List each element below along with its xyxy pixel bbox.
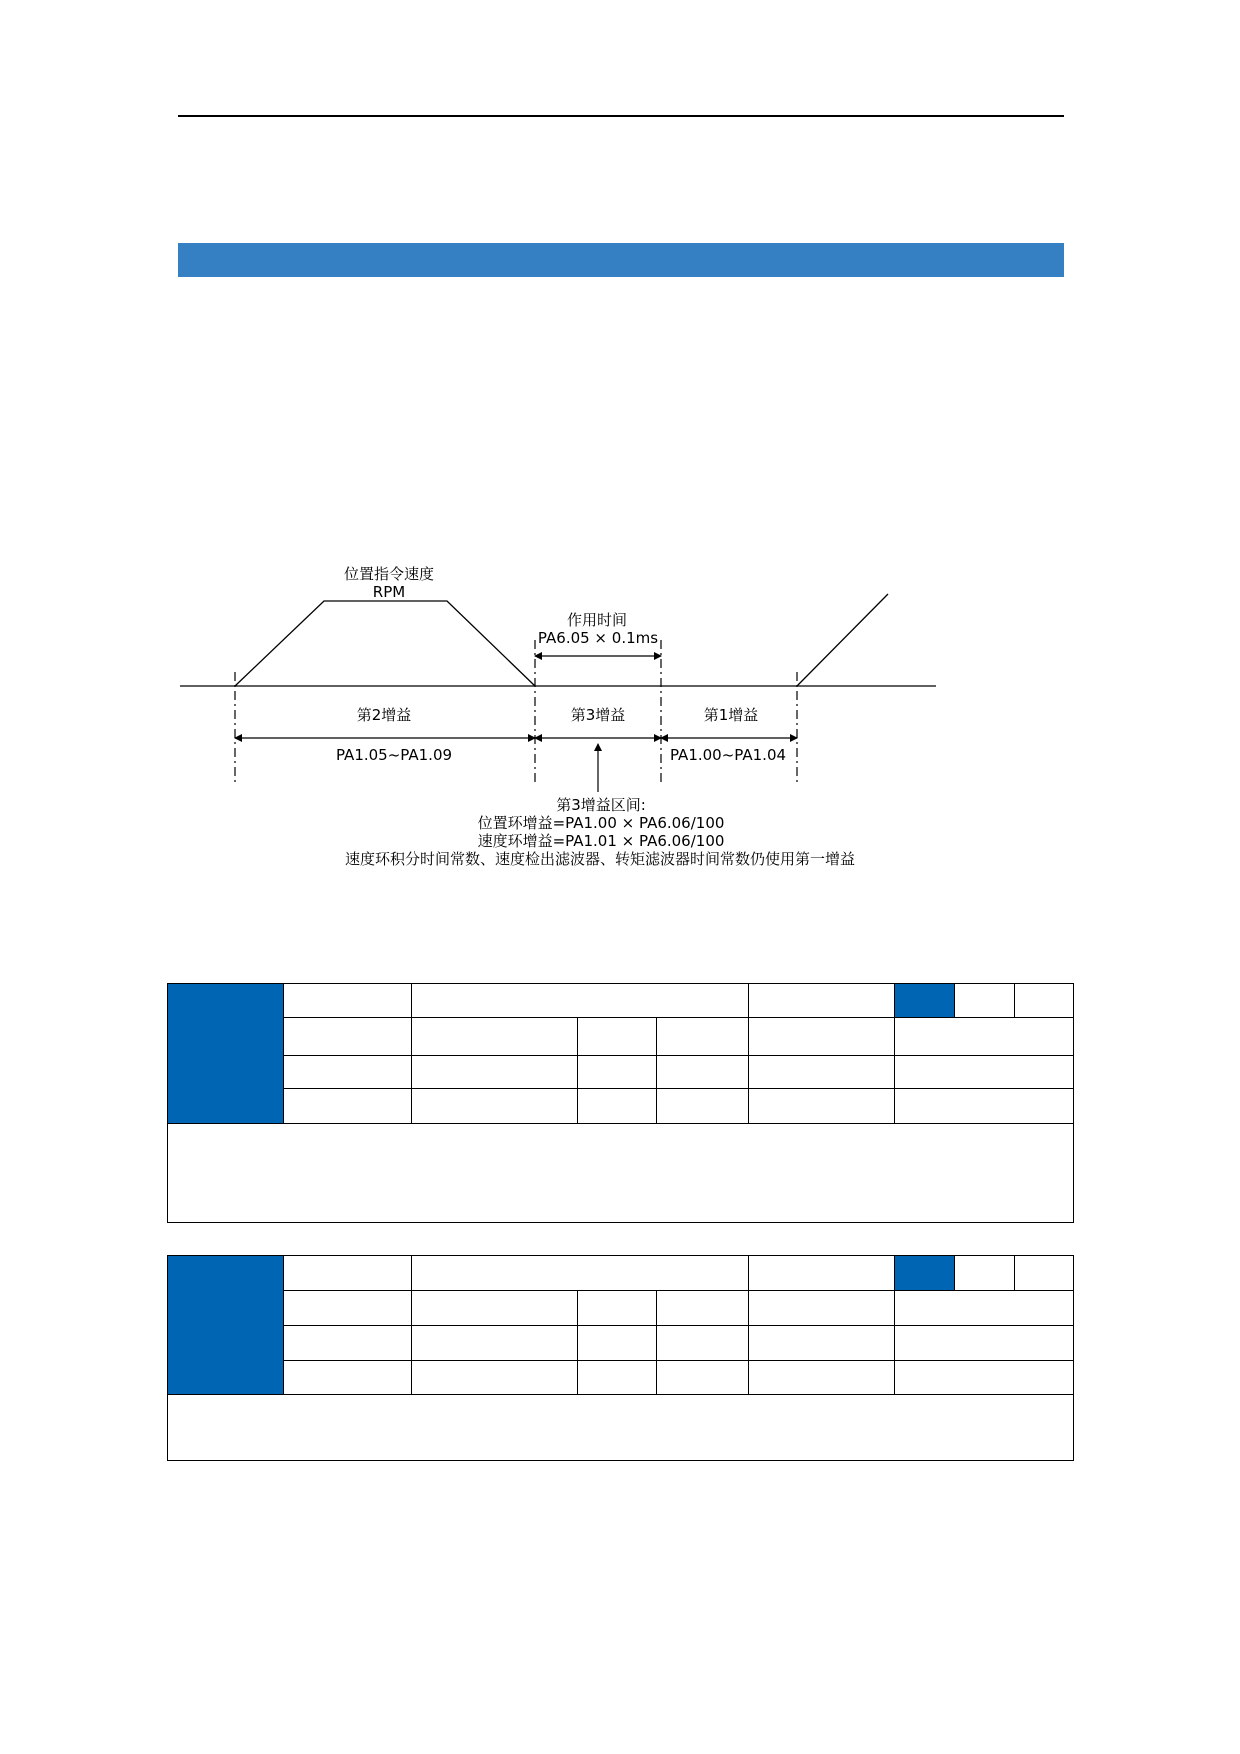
note-line4: 速度环积分时间常数、速度检出滤波器、转矩滤波器时间常数仍使用第一增益 (344, 850, 856, 868)
table-cell (284, 1361, 412, 1395)
table-cell (578, 1326, 657, 1361)
table-cell (578, 1089, 657, 1124)
speed-profile-trapezoid (235, 601, 535, 686)
table-cell (578, 1361, 657, 1395)
table-row (168, 1256, 1074, 1291)
note-line3: 速度环增益=PA1.01 × PA6.06/100 (477, 832, 725, 850)
table-cell (284, 1256, 412, 1291)
table-row (168, 1124, 1074, 1223)
mode-indicator-cell (1015, 1256, 1074, 1291)
table-cell (284, 1056, 412, 1089)
table-cell (578, 1018, 657, 1056)
table-cell (412, 1361, 578, 1395)
table-row (168, 1056, 1074, 1089)
table-cell (749, 1291, 895, 1326)
mode-indicator-cell (955, 984, 1015, 1018)
table-row (168, 1395, 1074, 1461)
table-cell (895, 1056, 1074, 1089)
table-row (168, 1326, 1074, 1361)
table-cell (412, 1056, 578, 1089)
header-rule (178, 115, 1064, 117)
table-cell (657, 1056, 749, 1089)
speed-profile-ramp (797, 594, 888, 686)
table-cell (412, 1291, 578, 1326)
gain1-range: PA1.00~PA1.04 (669, 746, 787, 764)
mode-indicator-cell (895, 1256, 955, 1291)
speed-label-line2: RPM (372, 583, 406, 601)
table-cell (284, 1018, 412, 1056)
gain3-label: 第3增益 (570, 706, 626, 724)
table-row (168, 1291, 1074, 1326)
time-label-line1: 作用时间 (566, 611, 628, 629)
gain2-label: 第2增益 (356, 706, 412, 724)
mode-indicator-cell (955, 1256, 1015, 1291)
table-cell (284, 1326, 412, 1361)
table-row (168, 1018, 1074, 1056)
table-cell (749, 1056, 895, 1089)
parameter-id-cell (168, 1256, 284, 1395)
table-cell (749, 1018, 895, 1056)
description-cell (168, 1395, 1074, 1461)
table-cell (749, 1089, 895, 1124)
note-line1: 第3增益区间: (556, 796, 646, 814)
table-cell (284, 1089, 412, 1124)
time-label-line2: PA6.05 × 0.1ms (537, 629, 659, 647)
table-cell (749, 1361, 895, 1395)
mode-indicator-cell (895, 984, 955, 1018)
table-cell (412, 1089, 578, 1124)
table-cell (895, 1089, 1074, 1124)
table-cell (749, 984, 895, 1018)
table-cell (895, 1291, 1074, 1326)
table-cell (895, 1018, 1074, 1056)
table-cell (657, 1326, 749, 1361)
table-row (168, 1089, 1074, 1124)
note-line2: 位置环增益=PA1.00 × PA6.06/100 (477, 814, 725, 832)
parameter-table-1 (167, 983, 1074, 1223)
table-cell (412, 1018, 578, 1056)
description-cell (168, 1124, 1074, 1223)
table-row (168, 984, 1074, 1018)
table-cell (412, 984, 749, 1018)
table-cell (657, 1089, 749, 1124)
section-title-band (178, 243, 1064, 277)
parameter-table-2 (167, 1255, 1074, 1461)
table-cell (749, 1326, 895, 1361)
mode-indicator-cell (1015, 984, 1074, 1018)
table-cell (578, 1291, 657, 1326)
table-cell (657, 1361, 749, 1395)
table-cell (657, 1291, 749, 1326)
table-cell (895, 1326, 1074, 1361)
gain1-label: 第1增益 (703, 706, 759, 724)
parameter-id-cell (168, 984, 284, 1124)
speed-label-line1: 位置指令速度 (343, 565, 435, 583)
table-cell (284, 1291, 412, 1326)
table-cell (412, 1256, 749, 1291)
table-cell (578, 1056, 657, 1089)
gain2-range: PA1.05~PA1.09 (335, 746, 453, 764)
table-cell (749, 1256, 895, 1291)
table-row (168, 1361, 1074, 1395)
gain-switching-diagram (0, 550, 1240, 880)
table-cell (284, 984, 412, 1018)
table-cell (412, 1326, 578, 1361)
table-cell (657, 1018, 749, 1056)
table-cell (895, 1361, 1074, 1395)
